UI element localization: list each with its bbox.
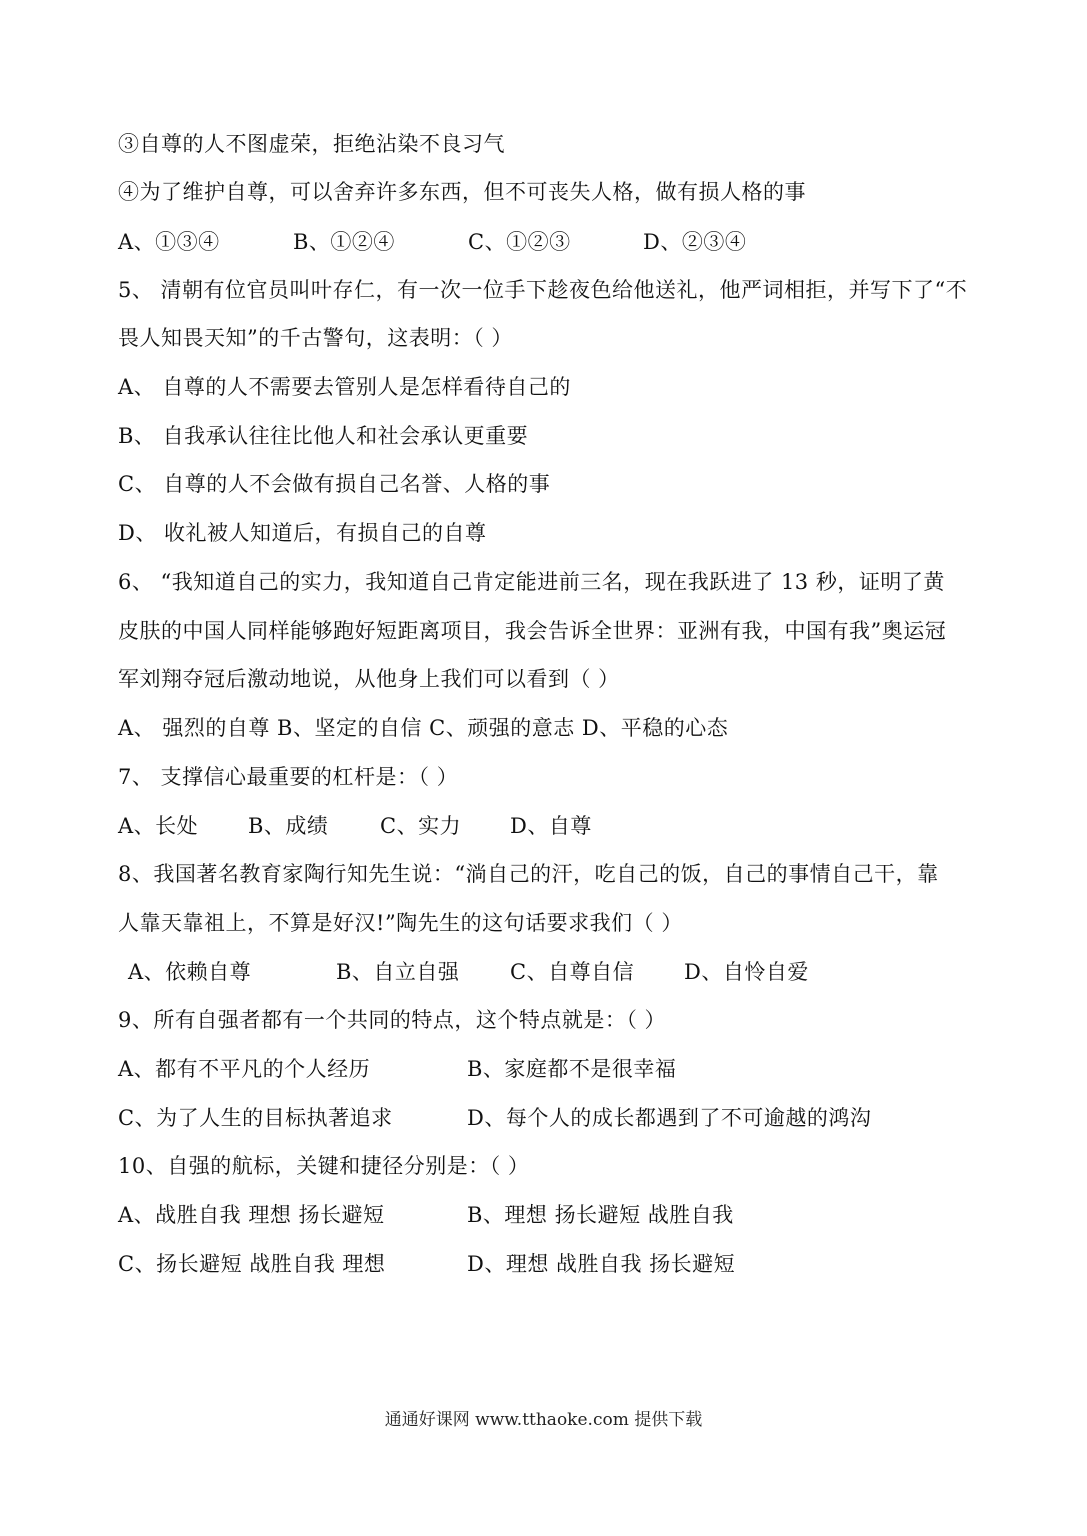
q5-option-a: A、 自尊的人不需要去管别人是怎样看待自己的 — [118, 375, 571, 399]
q8-option-a: A、依赖自尊 — [128, 960, 252, 984]
option-line-4: ④为了维护自尊，可以舍弃许多东西，但不可丧失人格，做有损人格的事 — [118, 180, 806, 204]
q6-options: A、 强烈的自尊 B、坚定的自信 C、顽强的意志 D、平稳的心态 — [118, 716, 729, 740]
q7-option-d: D、自尊 — [510, 814, 592, 838]
q5-stem-line-1: 5、 清朝有位官员叫叶存仁，有一次一位手下趁夜色给他送礼，他严词相拒，并写下了“不 — [118, 278, 968, 302]
q6-stem-line-2: 皮肤的中国人同样能够跑好短距离项目，我会告诉全世界：亚洲有我，中国有我”奥运冠 — [118, 619, 947, 643]
q9-option-b: B、家庭都不是很幸福 — [467, 1057, 677, 1081]
q5-stem-line-2: 畏人知畏天知”的千古警句，这表明：（ ） — [118, 326, 513, 350]
q10-option-c: C、扬长避短 战胜自我 理想 — [118, 1252, 386, 1276]
q6-stem-line-3: 军刘翔夺冠后激动地说，从他身上我们可以看到（ ） — [118, 667, 620, 691]
q9-option-d: D、每个人的成长都遇到了不可逾越的鸿沟 — [467, 1106, 872, 1130]
q8-stem-line-1: 8、我国著名教育家陶行知先生说：“淌自己的汗，吃自己的饭，自己的事情自己干，靠 — [118, 862, 939, 886]
q8-option-b: B、自立自强 — [336, 960, 460, 984]
q8-option-d: D、自怜自爱 — [684, 960, 809, 984]
page-footer: 通通好课网 www.tthaoke.com 提供下载 — [384, 1410, 703, 1430]
q10-option-b: B、理想 扬长避短 战胜自我 — [467, 1203, 734, 1227]
q4-option-c: C、①②③ — [468, 230, 571, 254]
q4-option-b: B、①②④ — [293, 230, 395, 254]
q10-stem: 10、自强的航标，关键和捷径分别是：（ ） — [118, 1154, 530, 1178]
q8-option-c: C、自尊自信 — [510, 960, 635, 984]
q4-option-a: A、①③④ — [118, 230, 220, 254]
q7-stem: 7、 支撑信心最重要的杠杆是：（ ） — [118, 765, 459, 789]
q6-stem-line-1: 6、 “我知道自己的实力，我知道自己肯定能进前三名，现在我跃进了 13 秒，证明了黄 — [118, 570, 945, 594]
q7-option-a: A、长处 — [118, 814, 199, 838]
option-line-3: ③自尊的人不图虚荣，拒绝沾染不良习气 — [118, 132, 505, 156]
q4-option-d: D、②③④ — [643, 230, 747, 254]
q7-option-c: C、实力 — [380, 814, 462, 838]
q9-stem: 9、所有自强者都有一个共同的特点，这个特点就是：（ ） — [118, 1008, 667, 1032]
q7-option-b: B、成绩 — [248, 814, 329, 838]
q10-option-d: D、理想 战胜自我 扬长避短 — [467, 1252, 736, 1276]
q5-option-b: B、 自我承认往往比他人和社会承认更重要 — [118, 424, 529, 448]
q9-option-a: A、都有不平凡的个人经历 — [118, 1057, 371, 1081]
q9-option-c: C、为了人生的目标执著追求 — [118, 1106, 393, 1130]
q10-option-a: A、战胜自我 理想 扬长避短 — [118, 1203, 385, 1227]
q8-stem-line-2: 人靠天靠祖上，不算是好汉!”陶先生的这句话要求我们（ ） — [118, 911, 683, 935]
q5-option-d: D、 收礼被人知道后，有损自己的自尊 — [118, 521, 487, 545]
q5-option-c: C、 自尊的人不会做有损自己名誉、人格的事 — [118, 472, 551, 496]
